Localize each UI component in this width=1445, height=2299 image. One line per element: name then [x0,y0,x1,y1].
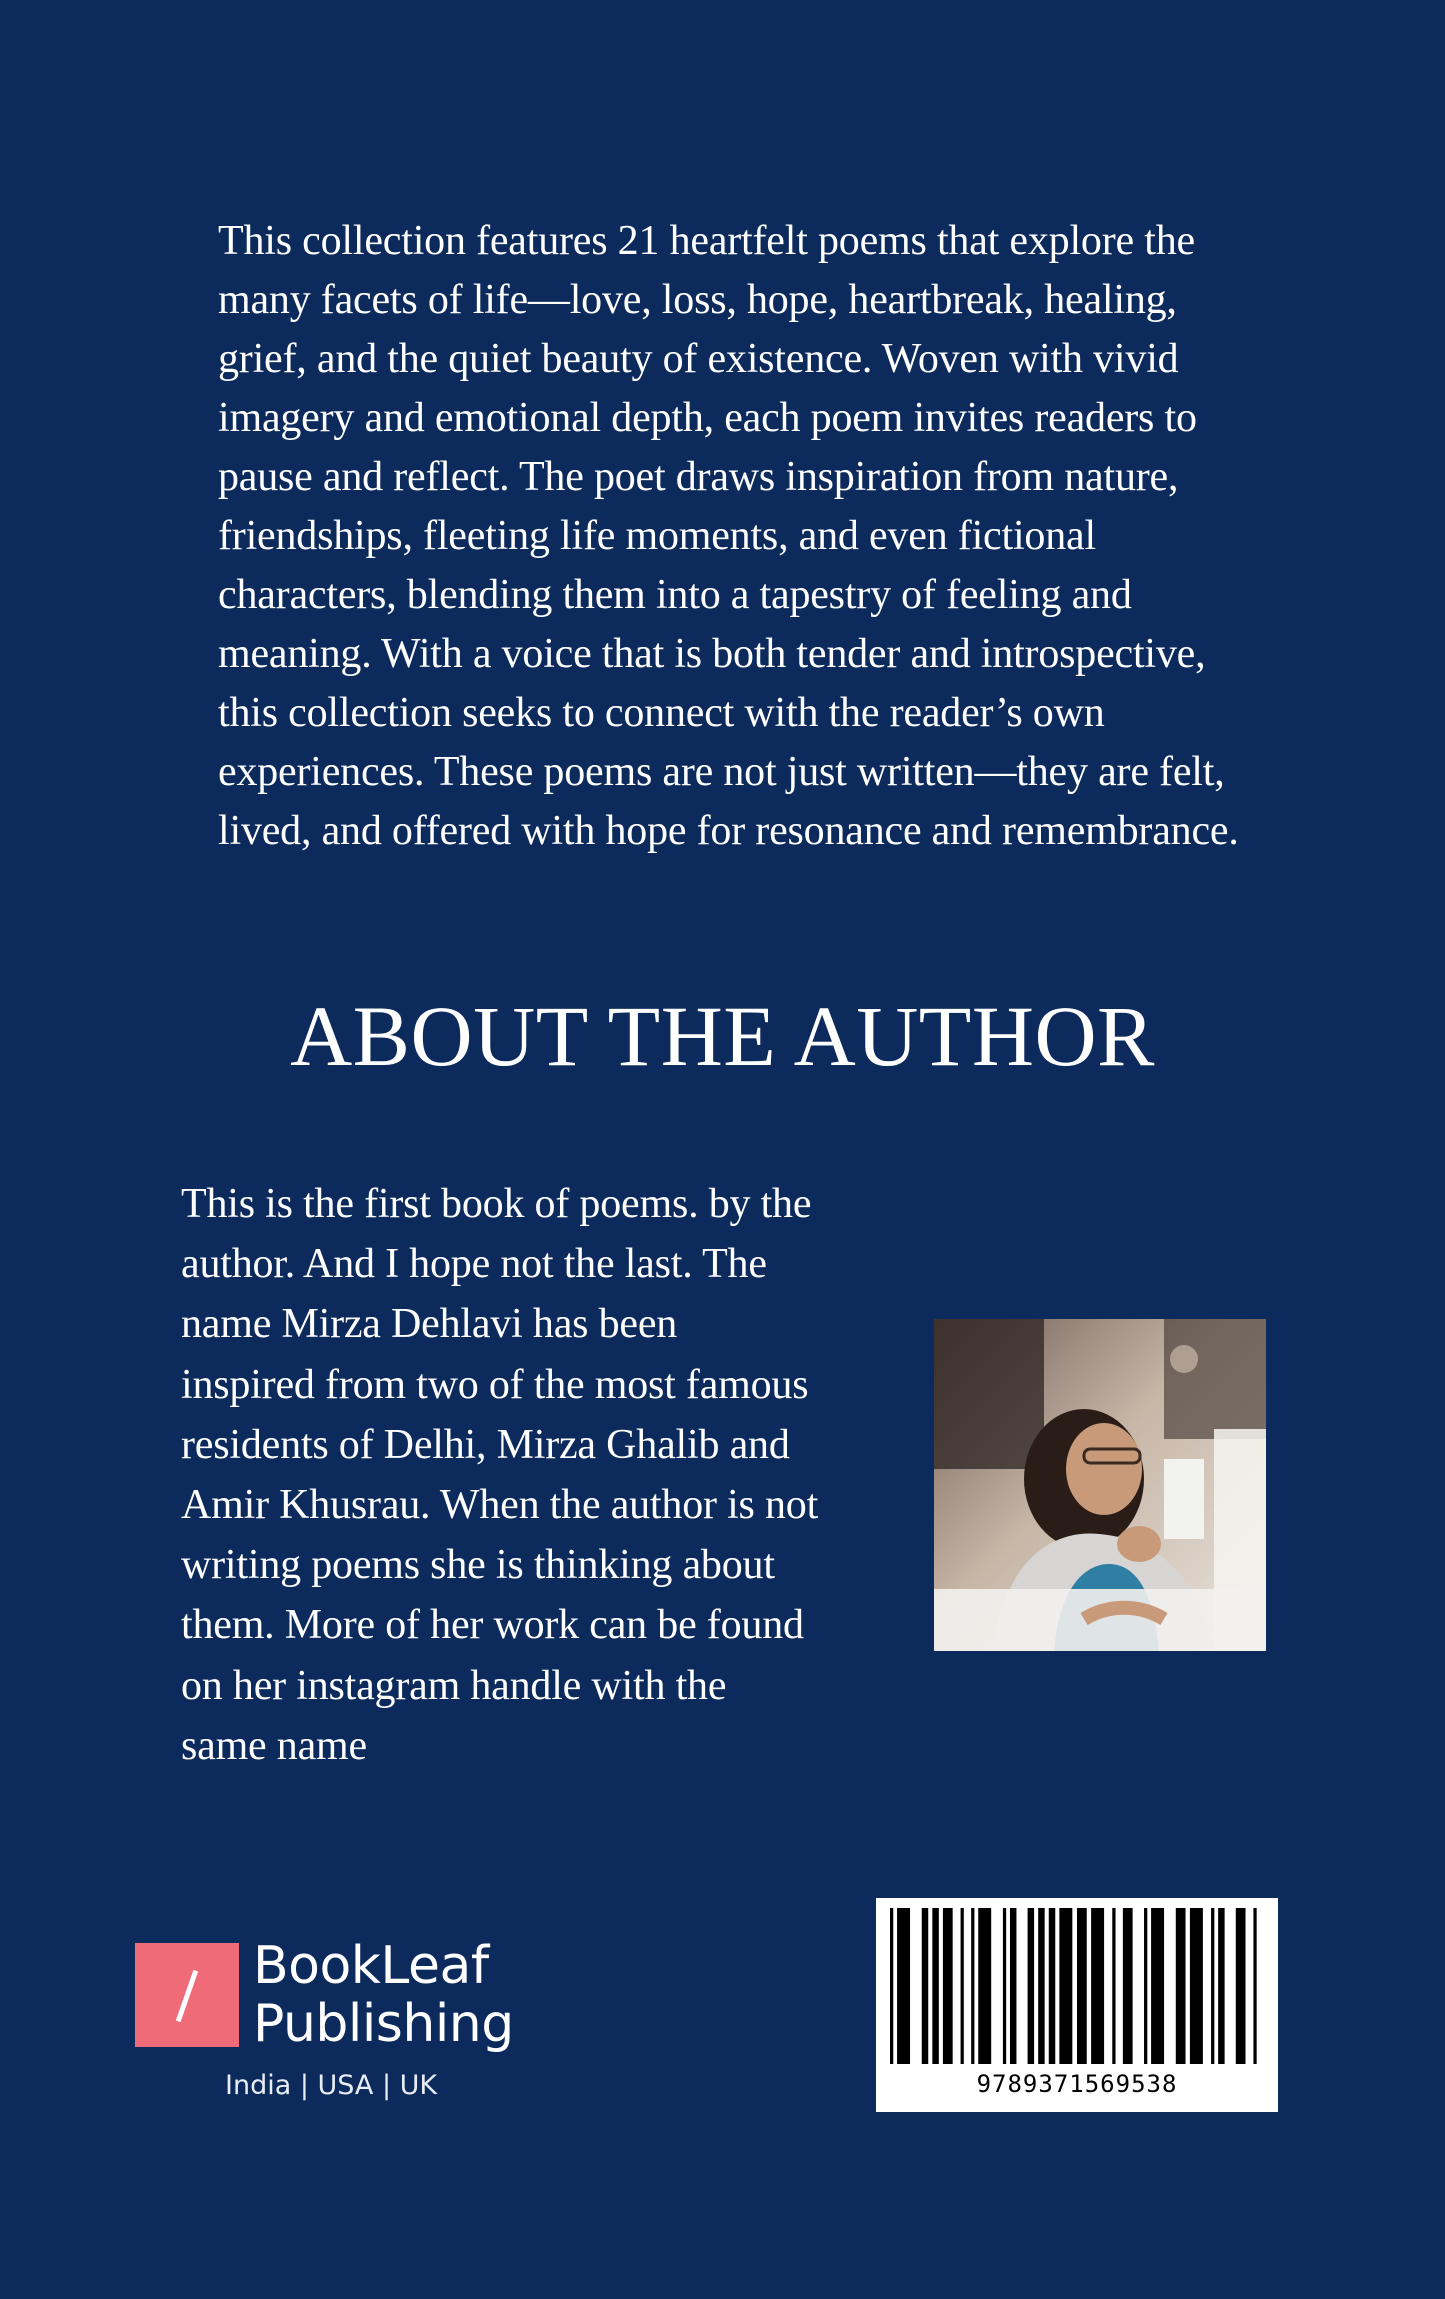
barcode-bar [978,1908,991,2064]
publisher-name [253,1937,553,2053]
barcode-bar [897,1908,910,2064]
barcode-bar [1144,1908,1147,2064]
publisher-slash-icon [135,1943,239,2047]
barcode-bar [1028,1908,1034,2064]
barcode-bar [1003,1908,1006,2064]
barcode-bar [890,1908,893,2064]
publisher-name-line1: BookLeaf [253,1936,489,1996]
barcode-bar [1077,1908,1087,2064]
barcode-bar [961,1908,964,2064]
barcode-bar [1151,1908,1164,2064]
book-blurb: This collection features 21 heartfelt poems that explore the many facets of life—love, loss, hope, heartbreak, healing, grief, and the quiet beauty of existence. Woven with vivid imagery and emotional depth, each poem invites readers to pause and reflect. The poet draws inspiration from nature, friendships, fleeting life moments, and even fictional characters, blending them into a tapestry of feeling and meaning. With a voice that is both tender and introspective, this collection seeks to connect with the reader’s own experiences. These poems are not just written—they are felt, lived, and offered with hope for resonance and remembrance. [218,218,1239,854]
barcode-bar [1038,1908,1044,2064]
barcode-bar [1211,1908,1214,2064]
barcode-bar [1123,1908,1133,2064]
barcode-bar [1236,1908,1246,2064]
barcode-bar [943,1908,953,2064]
author-photo-illustration [934,1319,1266,1651]
barcode-bar [1253,1908,1256,2064]
barcode-bar [1218,1908,1224,2064]
barcode-bar [922,1908,928,2064]
isbn-barcode [876,1898,1278,2112]
barcode-bar [1190,1908,1203,2064]
barcode-bar [971,1908,974,2064]
publisher-regions: India | USA | UK [225,2070,438,2101]
barcode-bar [1049,1908,1055,2064]
author-bio: This is the first book of poems. by the author. And I hope not the last. The name Mirza Dehlavi has been inspired from two of the most famous residents of Delhi, Mirza Ghalib and Amir Khusrau. When the author is not writing poems she is thinking about them. More of her work can be found on her instagram handle with the same name [181,1181,819,1769]
barcode-bar [932,1908,938,2064]
barcode-bar [1176,1908,1186,2064]
author-photo [934,1319,1266,1651]
isbn-number: 9789371569538 [976,2070,1178,2098]
publisher-name-line2: Publishing [253,1994,514,2054]
about-author-heading: ABOUT THE AUTHOR [290,988,1155,1084]
barcode-bar [1059,1908,1072,2064]
barcode-bar [1010,1908,1016,2064]
barcode-bars [876,1898,1278,2070]
barcode-bar [1091,1908,1104,2064]
barcode-bar [1112,1908,1115,2064]
publisher-logo [135,1936,555,2113]
